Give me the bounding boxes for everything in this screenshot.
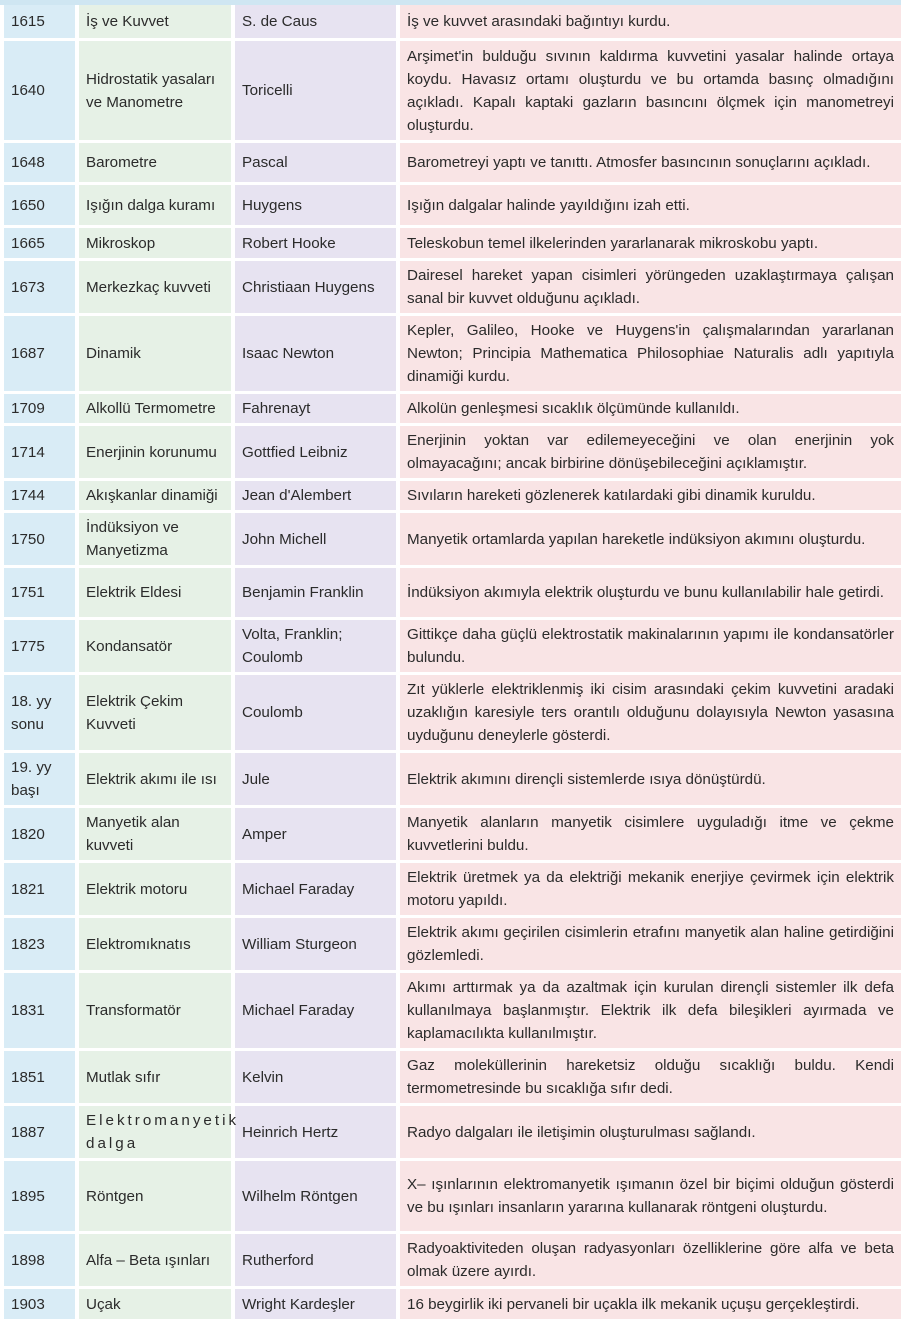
person-cell: Rutherford — [235, 1234, 400, 1289]
year-cell: 1831 — [4, 973, 79, 1051]
description-cell: Zıt yüklerle elektriklenmiş iki cisim arasındaki çekim kuvvetini aradaki uzaklığın karesiyle ters orantılı olduğunu dolayısıyla Newton yasasına uyduğunu deneylerle gösterdi. — [400, 675, 901, 753]
person-cell: Coulomb — [235, 675, 400, 753]
year-cell: 1751 — [4, 568, 79, 620]
table-row — [4, 620, 901, 675]
topic-cell: Elektromanyetik dalga — [79, 1106, 235, 1161]
topic-cell: İndüksiyon ve Manyetizma — [79, 513, 235, 568]
table-row — [4, 513, 901, 568]
person-cell: Huygens — [235, 185, 400, 228]
description-cell: Enerjinin yoktan var edilemeyeceğini ve olan enerjinin yok olmayacağını; ancak birbirine dönüşebileceğini açıklamıştır. — [400, 426, 901, 481]
topic-cell: Mikroskop — [79, 228, 235, 261]
table-row — [4, 568, 901, 620]
person-cell: Wilhelm Röntgen — [235, 1161, 400, 1234]
table-row — [4, 41, 901, 143]
description-cell: Radyoaktiviteden oluşan radyasyonları özelliklerine göre alfa ve beta olmak üzere ayırdı. — [400, 1234, 901, 1289]
year-cell: 1820 — [4, 808, 79, 863]
description-cell: Elektrik akımı geçirilen cisimlerin etrafını manyetik alan haline getirdiğini gözlemledi. — [400, 918, 901, 973]
description-cell: Teleskobun temel ilkelerinden yararlanarak mikroskobu yaptı. — [400, 228, 901, 261]
table-row — [4, 316, 901, 394]
description-cell: Manyetik ortamlarda yapılan hareketle indüksiyon akımını oluşturdu. — [400, 513, 901, 568]
history-table-body — [4, 5, 901, 1322]
topic-cell: Elektrik Eldesi — [79, 568, 235, 620]
year-cell: 1673 — [4, 261, 79, 316]
person-cell: Toricelli — [235, 41, 400, 143]
description-cell: Elektrik üretmek ya da elektriği mekanik enerjiye çevirmek için elektrik motoru yapıldı. — [400, 863, 901, 918]
year-cell: 1903 — [4, 1289, 79, 1322]
description-cell: İndüksiyon akımıyla elektrik oluşturdu ve bunu kullanılabilir hale getirdi. — [400, 568, 901, 620]
table-row — [4, 973, 901, 1051]
topic-cell: Barometre — [79, 143, 235, 185]
topic-cell: Merkezkaç kuvveti — [79, 261, 235, 316]
topic-cell: Röntgen — [79, 1161, 235, 1234]
year-cell: 1898 — [4, 1234, 79, 1289]
year-cell: 1775 — [4, 620, 79, 675]
topic-cell: Dinamik — [79, 316, 235, 394]
description-cell: Arşimet'in bulduğu sıvının kaldırma kuvvetini yasalar halinde ortaya koydu. Havasız ortamı oluşturdu ve bu ortamda basınç olmadığını açıkladı. Kapalı kaptaki gazların basıncını ölçmek için manometreyi oluşturdu. — [400, 41, 901, 143]
person-cell: Isaac Newton — [235, 316, 400, 394]
history-table — [4, 5, 901, 1322]
year-cell: 1714 — [4, 426, 79, 481]
topic-cell: Alkollü Termometre — [79, 394, 235, 426]
table-row — [4, 185, 901, 228]
description-cell: Radyo dalgaları ile iletişimin oluşturulması sağlandı. — [400, 1106, 901, 1161]
topic-cell: Kondansatör — [79, 620, 235, 675]
year-cell: 1895 — [4, 1161, 79, 1234]
table-row — [4, 1051, 901, 1106]
year-cell: 1750 — [4, 513, 79, 568]
topic-cell: Manyetik alan kuvveti — [79, 808, 235, 863]
person-cell: Jean d'Alembert — [235, 481, 400, 513]
table-row — [4, 481, 901, 513]
topic-cell: Uçak — [79, 1289, 235, 1322]
table-row — [4, 1106, 901, 1161]
person-cell: John Michell — [235, 513, 400, 568]
description-cell: Manyetik alanların manyetik cisimlere uyguladığı itme ve çekme kuvvetlerini buldu. — [400, 808, 901, 863]
topic-cell: Akışkanlar dinamiği — [79, 481, 235, 513]
topic-cell: Elektrik motoru — [79, 863, 235, 918]
table-row — [4, 5, 901, 41]
description-cell: Alkolün genleşmesi sıcaklık ölçümünde kullanıldı. — [400, 394, 901, 426]
person-cell: Robert Hooke — [235, 228, 400, 261]
topic-cell: Alfa – Beta ışınları — [79, 1234, 235, 1289]
topic-cell: İş ve Kuvvet — [79, 5, 235, 41]
year-cell: 1709 — [4, 394, 79, 426]
topic-cell: Elektrik akımı ile ısı — [79, 753, 235, 808]
person-cell: Benjamin Franklin — [235, 568, 400, 620]
table-row — [4, 753, 901, 808]
table-row — [4, 426, 901, 481]
year-cell: 19. yy başı — [4, 753, 79, 808]
person-cell: Gottfied Leibniz — [235, 426, 400, 481]
description-cell: Akımı arttırmak ya da azaltmak için kurulan dirençli sistemler ilk defa kullanılmaya başlanmıştır. Elektrik ilk defa bileşikleri ayırmada ve kaplamacılıkta kullanılmıştır. — [400, 973, 901, 1051]
year-cell: 1887 — [4, 1106, 79, 1161]
table-row — [4, 808, 901, 863]
topic-cell: Hidrostatik yasaları ve Manometre — [79, 41, 235, 143]
person-cell: Kelvin — [235, 1051, 400, 1106]
year-cell: 1665 — [4, 228, 79, 261]
description-cell: Elektrik akımını dirençli sistemlerde ısıya dönüştürdü. — [400, 753, 901, 808]
year-cell: 18. yy sonu — [4, 675, 79, 753]
description-cell: Dairesel hareket yapan cisimleri yörüngeden uzaklaştırmaya çalışan sanal bir kuvvet olduğunu açıkladı. — [400, 261, 901, 316]
table-row — [4, 143, 901, 185]
topic-cell: Enerjinin korunumu — [79, 426, 235, 481]
table-row — [4, 1161, 901, 1234]
table-row — [4, 228, 901, 261]
topic-cell: Elektrik Çekim Kuvveti — [79, 675, 235, 753]
year-cell: 1851 — [4, 1051, 79, 1106]
person-cell: Michael Faraday — [235, 863, 400, 918]
year-cell: 1823 — [4, 918, 79, 973]
description-cell: Gittikçe daha güçlü elektrostatik makinalarının yapımı ile kondansatörler bulundu. — [400, 620, 901, 675]
person-cell: Volta, Franklin; Coulomb — [235, 620, 400, 675]
year-cell: 1821 — [4, 863, 79, 918]
description-cell: Işığın dalgalar halinde yayıldığını izah etti. — [400, 185, 901, 228]
table-row — [4, 1234, 901, 1289]
description-cell: Kepler, Galileo, Hooke ve Huygens'in çalışmalarından yararlanan Newton; Principia Mathematica Philosophiae Naturalis adlı yapıtıyla dinamiği kurdu. — [400, 316, 901, 394]
table-row — [4, 675, 901, 753]
person-cell: Michael Faraday — [235, 973, 400, 1051]
year-cell: 1687 — [4, 316, 79, 394]
topic-cell: Elektromıknatıs — [79, 918, 235, 973]
topic-cell: Mutlak sıfır — [79, 1051, 235, 1106]
person-cell: Heinrich Hertz — [235, 1106, 400, 1161]
topic-cell: Transformatör — [79, 973, 235, 1051]
year-cell: 1640 — [4, 41, 79, 143]
person-cell: Pascal — [235, 143, 400, 185]
person-cell: S. de Caus — [235, 5, 400, 41]
table-row — [4, 863, 901, 918]
description-cell: Sıvıların hareketi gözlenerek katılardaki gibi dinamik kuruldu. — [400, 481, 901, 513]
description-cell: Barometreyi yaptı ve tanıttı. Atmosfer basıncının sonuçlarını açıkladı. — [400, 143, 901, 185]
table-row — [4, 394, 901, 426]
table-row — [4, 918, 901, 973]
description-cell: İş ve kuvvet arasındaki bağıntıyı kurdu. — [400, 5, 901, 41]
person-cell: Christiaan Huygens — [235, 261, 400, 316]
description-cell: Gaz moleküllerinin hareketsiz olduğu sıcaklığı buldu. Kendi termometresinde bu sıcaklığa sıfır dedi. — [400, 1051, 901, 1106]
person-cell: Amper — [235, 808, 400, 863]
topic-cell: Işığın dalga kuramı — [79, 185, 235, 228]
person-cell: Wright Kardeşler — [235, 1289, 400, 1322]
person-cell: Jule — [235, 753, 400, 808]
year-cell: 1648 — [4, 143, 79, 185]
table-row — [4, 1289, 901, 1322]
year-cell: 1744 — [4, 481, 79, 513]
year-cell: 1615 — [4, 5, 79, 41]
person-cell: Fahrenayt — [235, 394, 400, 426]
person-cell: William Sturgeon — [235, 918, 400, 973]
table-row — [4, 261, 901, 316]
description-cell: 16 beygirlik iki pervaneli bir uçakla ilk mekanik uçuşu gerçekleştirdi. — [400, 1289, 901, 1322]
description-cell: X– ışınlarının elektromanyetik ışımanın özel bir biçimi olduğun gösterdi ve bu ışınları insanların yararına kullanarak röntgeni oluşturdu. — [400, 1161, 901, 1234]
year-cell: 1650 — [4, 185, 79, 228]
